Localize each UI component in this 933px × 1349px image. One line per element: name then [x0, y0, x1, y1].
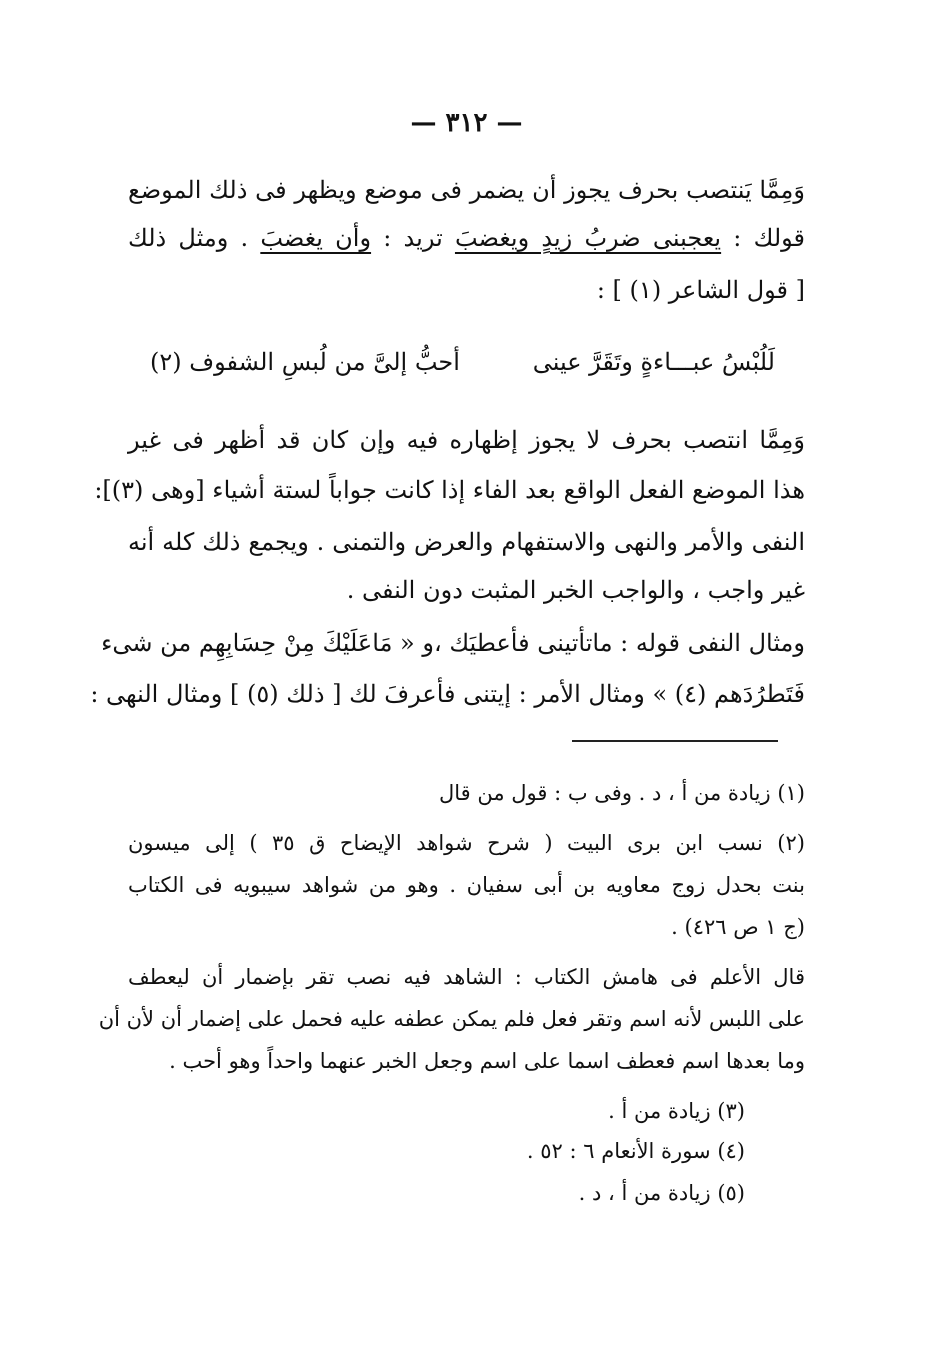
- body-line: غير واجب ، والواجب الخبر المثبت دون النفى .: [346, 576, 805, 604]
- footnote-commentary-line: قال الأعلم فى هامش الكتاب : الشاهد فيه نصب تقر بإضمار أن ليعطف: [128, 965, 805, 989]
- footnote-5: (٥) زيادة من أ ، د .: [578, 1181, 745, 1205]
- footnote-1: (١) زيادة من أ ، د . وفى ب : قول من قال: [439, 781, 805, 805]
- footnote-2-line: (٢) نسب ابن برى البيت ( شرح شواهد الإيضاح ق ٣٥ ) إلى ميسون: [128, 831, 805, 855]
- body-line: وَمِمَّا انتصب بحرف لا يجوز إظهاره فيه وإن كان قد أظهر فى غير: [128, 426, 805, 454]
- footnote-4: (٤) سورة الأنعام ٦ : ٥٢ .: [526, 1139, 745, 1163]
- footnote-2-line: (ج ١ ص ٤٢٦) .: [671, 915, 805, 939]
- verse-right-hemistich: لَلُبْسُ عبـــاءةٍ وتَقَرَّ عينى: [532, 348, 775, 376]
- footnote-2-line: بنت بحدل زوج معاويه بن أبى سفيان . وهو من شواهد سيبويه فى الكتاب: [128, 873, 805, 897]
- footnote-commentary-line: وما بعدها اسم فعطف اسما على اسم وجعل الخبر عنهما واحداً وهو أحب .: [169, 1049, 805, 1073]
- text-segment: تريد :: [371, 224, 455, 252]
- footnote-commentary-line: على اللبس لأنه اسم وتقر فعل فلم يمكن عطفه عليه فحمل على إضمار أن لأن أن: [98, 1007, 805, 1031]
- body-line: ومثال النفى قوله : ماتأتينى فأعطيَك ،و « مَاعَلَيْكَ مِنْ حِسَابِهِم من شىء: [101, 629, 805, 657]
- body-line: النفى والأمر والنهى والاستفهام والعرض والتمنى . ويجمع ذلك كله أنه: [128, 528, 805, 556]
- text-segment: قولك :: [721, 224, 806, 252]
- text-segment: . ومثل ذلك: [128, 224, 261, 252]
- page-number: — ٣١٢ —: [410, 108, 523, 138]
- footnote-separator: [572, 740, 778, 742]
- underlined-phrase: يعجبنى ضربُ زيدٍ ويغضبَ: [454, 224, 722, 252]
- body-line: وَمِمَّا يَنتصب بحرف يجوز أن يضمر فى موضع ويظهر فى ذلك الموضع: [128, 176, 806, 204]
- body-line-with-underline: [128, 220, 805, 256]
- body-line: [ قول الشاعر (١) ] :: [596, 276, 805, 304]
- body-line: فَتَطرُدَهم (٤) » ومثال الأمر : إيتنى فأعرفَ لك [ ذلك (٥) ] ومثال النهى :: [90, 680, 805, 708]
- underlined-phrase: وأن يغضبَ: [260, 224, 372, 252]
- footnote-3: (٣) زيادة من أ .: [608, 1099, 745, 1123]
- body-line: هذا الموضع الفعل الواقع بعد الفاء إذا كانت جواباً لستة أشياء [وهى (٣)]:: [94, 476, 805, 504]
- verse-left-hemistich: أحبُّ إلىَّ من لُبسِ الشفوف (٢): [150, 348, 460, 376]
